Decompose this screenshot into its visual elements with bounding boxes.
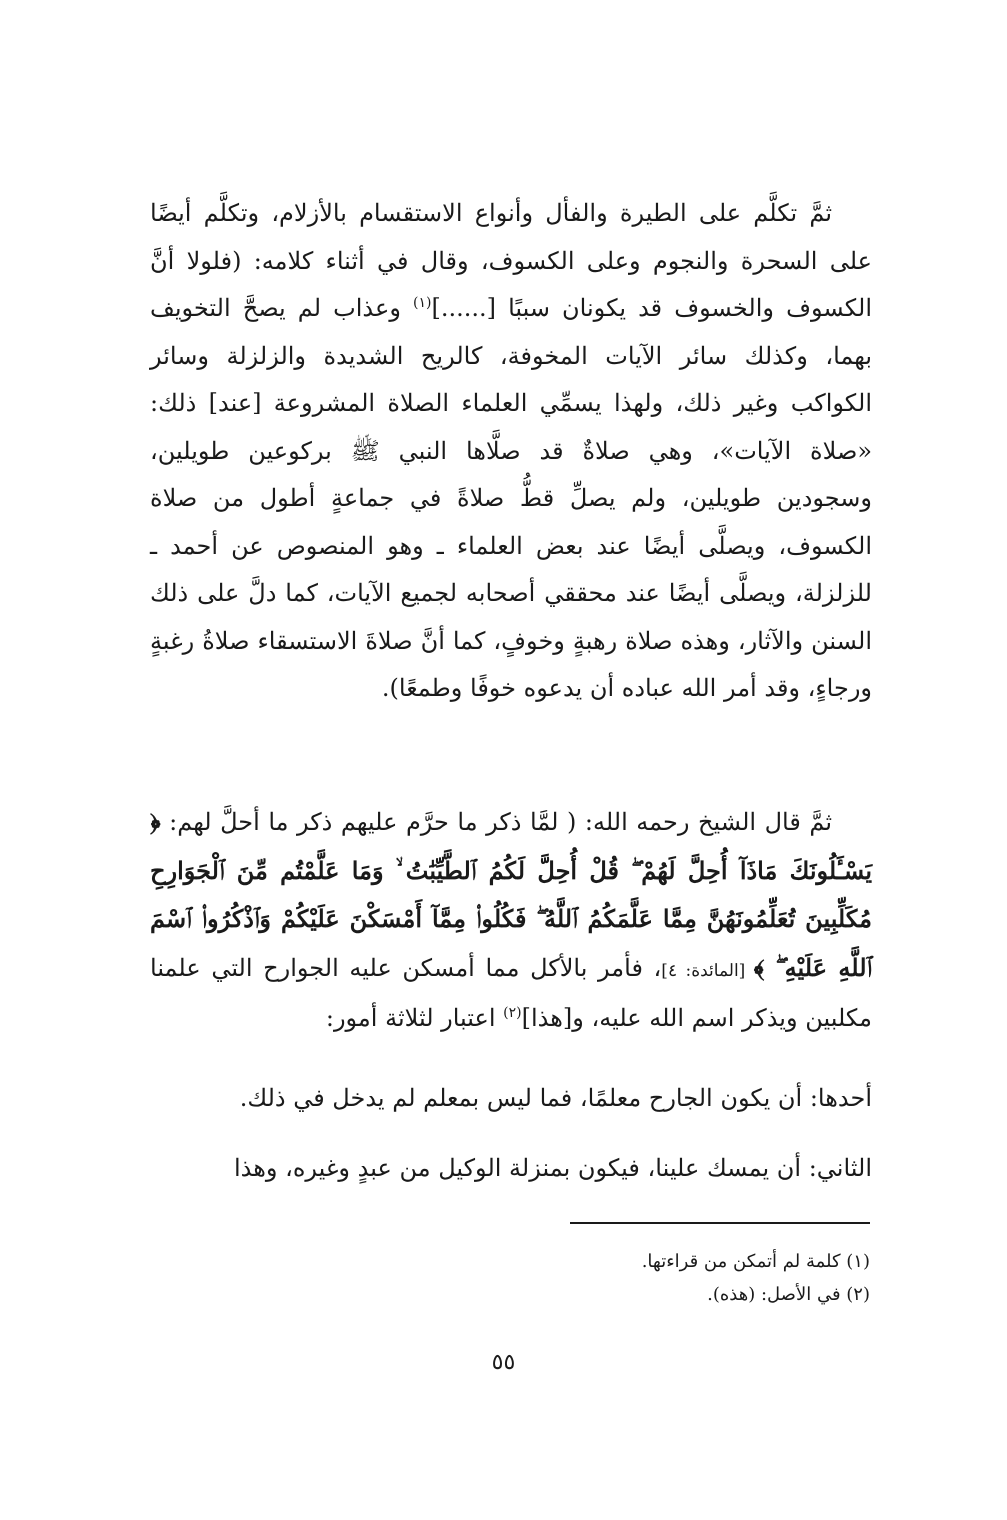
verse-reference: [المائدة: ٤] [661, 960, 754, 981]
paragraph-1-part-2: وعذاب لم يصحَّ التخويف بهما، وكذلك سائر الآيات المخوفة، كالريح الشديدة والزلزلة وسائر الكواكب وغير ذلك، ولهذا يسمِّي العلماء الصلاة المشروعة [عند] ذلك: «صلاة الآيات»، وهي صلاةٌ قد صلَّاها النبي ﷺ بركوعين طويلين، وسجودين طويلين، ولم يصلِّ قطُّ صلاةً في جماعةٍ أطول من صلاة الكسوف، ويصلَّى أيضًا عند بعض العلماء ـ وهو المنصوص عن أحمد ـ للزلزلة، ويصلَّى أيضًا عند محققي أصحابه لجميع الآيات، كما دلَّ على ذلك السنن والآثار، وهذه صلاة رهبةٍ وخوفٍ، كما أنَّ صلاةَ الاستسقاء صلاةُ رغبةٍ ورجاءٍ، وقد أمر الله عباده أن يدعوه خوفًا وطمعًا). [150, 294, 873, 702]
footnote-2: (٢) في الأصل: (هذه). [707, 1284, 870, 1305]
paragraph-text [150, 798, 872, 1043]
body-line-second [150, 1145, 872, 1193]
footnotes [470, 1245, 870, 1311]
line-text: أحدها: أن يكون الجارح معلمًا، فما ليس بمعلم لم يدخل في ذلك. [239, 1084, 872, 1112]
paragraph-2-intro: ثمَّ قال الشيخ رحمه الله: ( لمَّا ذكر ما حرَّم عليهم ذكر ما أحلَّ لهم: [160, 808, 832, 836]
quran-verse: ﴿ يَسْـَٔلُونَكَ مَاذَآ أُحِلَّ لَهُمْ ۖ قُلْ أُحِلَّ لَكُمُ ٱلطَّيِّبَٰتُ ۙ وَمَا عَلَّمْتُم مِّنَ ٱلْجَوَارِحِ مُكَلِّبِينَ تُعَلِّمُونَهُنَّ مِمَّا عَلَّمَكُمُ ٱللَّهُ ۖ فَكُلُوا۟ مِمَّآ أَمْسَكْنَ عَلَيْكُمْ وَٱذْكُرُوا۟ ٱسْمَ ٱللَّهِ عَلَيْهِ ۖ ﴾ [150, 807, 873, 982]
footnote-marker-1: (١) [413, 295, 432, 311]
body-paragraph-2 [150, 798, 872, 1043]
paragraph-1-part-1: ثمَّ تكلَّم على الطيرة والفأل وأنواع الاستقسام بالأزلام، وتكلَّم أيضًا على السحرة والنجوم وعلى الكسوف، وقال في أثناء كلامه: (فلولا أنَّ الكسوف والخسوف قد يكونان سببًا [......] [150, 199, 872, 322]
page-number: ٥٥ [491, 1350, 516, 1375]
footnote-marker-2: (٢) [503, 1005, 522, 1021]
paragraph-text [150, 190, 872, 713]
line-text: الثاني: أن يمسك علينا، فيكون بمنزلة الوكيل من عبدٍ وغيره، وهذا [233, 1154, 872, 1182]
paragraph-2-end: اعتبار لثلاثة أمور: [325, 1004, 504, 1032]
paragraph-2-body: ، فأمر بالأكل مما أمسكن عليه الجوارح التي علمنا مكلبين ويذكر اسم الله عليه، و[هذا] [150, 953, 872, 1032]
body-line-first [150, 1075, 872, 1123]
footnote-separator [570, 1222, 870, 1224]
body-paragraph-1 [150, 190, 872, 713]
footnote-1: (١) كلمة لم أتمكن من قراءتها. [641, 1251, 870, 1272]
